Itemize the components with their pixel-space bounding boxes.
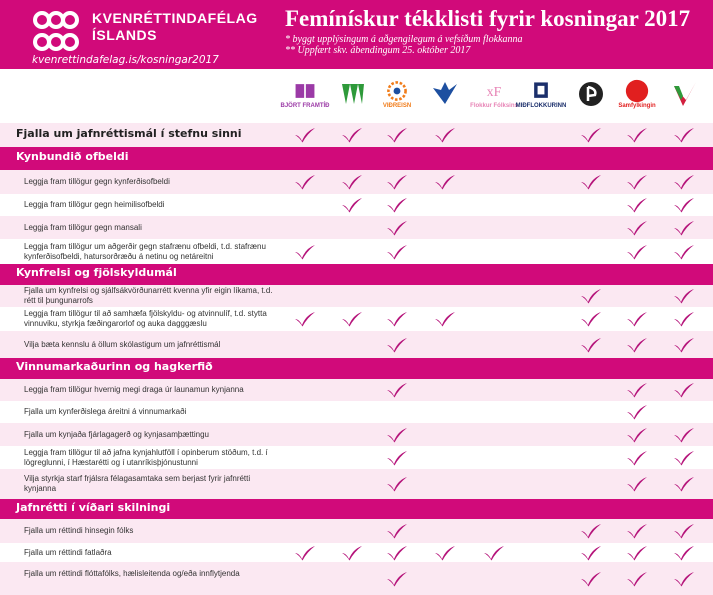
checkmark-icon xyxy=(294,545,316,561)
footnote-2: ** Uppfært skv. ábendingum 25. október 2017 xyxy=(285,45,471,56)
checklist-row xyxy=(0,379,713,401)
checklist-row xyxy=(0,446,713,469)
checkmark-icon xyxy=(580,571,602,587)
svg-text:xF: xF xyxy=(486,84,502,100)
checkmark-icon xyxy=(626,337,648,353)
criterion-label: Fjalla um réttindi flóttafólks, hælisleitenda og/eða innflytjenda xyxy=(24,569,240,578)
checkmark-icon xyxy=(626,197,648,213)
checkmark-icon xyxy=(386,127,408,143)
section-header xyxy=(0,147,713,170)
checkmark-icon xyxy=(580,337,602,353)
checkmark-icon xyxy=(341,127,363,143)
checkmark-icon xyxy=(626,382,648,398)
criterion-label: Leggja fram tillögur til að samhæfa fjölskyldu- og atvinnulíf, t.d. stytta vinnuviku, styrkja fæðingarorlof og auka dagggæslu xyxy=(24,309,267,328)
checkmark-icon xyxy=(626,174,648,190)
checklist-row xyxy=(0,307,713,331)
section-header xyxy=(0,264,713,285)
checkmark-icon xyxy=(341,545,363,561)
kvenrettindafelag-logo xyxy=(30,9,82,53)
topic-row xyxy=(0,123,713,147)
criterion-label: Fjalla um jafnréttismál í stefnu sinni xyxy=(16,127,242,140)
checkmark-icon xyxy=(673,337,695,353)
checkmark-icon xyxy=(386,337,408,353)
checklist-row xyxy=(0,469,713,499)
checkmark-icon xyxy=(673,382,695,398)
checkmark-icon xyxy=(626,311,648,327)
checkmark-icon xyxy=(386,523,408,539)
checklist-row xyxy=(0,331,713,358)
criterion-label: Leggja fram tillögur gegn kynferðisofbeldi xyxy=(24,177,170,186)
section-title: Vinnumarkaðurinn og hagkerfið xyxy=(16,360,213,373)
checkmark-icon xyxy=(626,571,648,587)
party-logo-text: VIÐREISN xyxy=(382,103,412,109)
checkmark-icon xyxy=(673,427,695,443)
org-name-line1: KVENRÉTTINDAFÉLAG xyxy=(92,10,258,26)
checkmark-icon xyxy=(626,450,648,466)
checklist-row xyxy=(0,216,713,239)
party-logo-text: BJÖRT FRAMTÍÐ xyxy=(280,103,330,109)
vidreisn-flower-icon xyxy=(379,74,415,114)
party-logo-text: MIÐFLOKKURINN xyxy=(515,103,567,109)
checklist-row xyxy=(0,519,713,543)
checklist-row xyxy=(0,543,713,562)
checkmark-icon xyxy=(386,382,408,398)
checkmark-icon xyxy=(386,174,408,190)
checkmark-icon xyxy=(673,288,695,304)
midflokkurinn-logo-icon xyxy=(515,74,567,114)
checkmark-icon xyxy=(673,545,695,561)
checkmark-icon xyxy=(580,523,602,539)
criterion-label: Fjalla um kynjaða fjárlagagerð og kynjasamþættingu xyxy=(24,430,209,439)
checkmark-icon xyxy=(626,404,648,420)
criterion-label: Leggja fram tillögur hvernig megi draga úr launamun kynjanna xyxy=(24,385,244,394)
samfylkingin-logo-icon xyxy=(619,74,655,114)
checkmark-icon xyxy=(434,174,456,190)
green-flag-logo-icon xyxy=(334,74,370,114)
checkmark-icon xyxy=(386,311,408,327)
org-name-line2: ÍSLANDS xyxy=(92,27,157,43)
brand-banner xyxy=(0,0,713,69)
page-title: Femínískur tékklisti fyrir kosningar 2017 xyxy=(285,6,691,31)
section-title: Jafnrétti í víðari skilningi xyxy=(16,501,171,514)
section-title: Kynbundið ofbeldi xyxy=(16,150,129,163)
checkmark-icon xyxy=(580,288,602,304)
criterion-label: Leggja fram tillögur gegn mansali xyxy=(24,223,142,232)
section-title: Kynfrelsi og fjölskyldumál xyxy=(16,266,177,279)
section-header xyxy=(0,499,713,519)
checkmark-icon xyxy=(483,545,505,561)
checkmark-icon xyxy=(626,244,648,260)
criterion-label: Leggja fram tillögur til að jafna kynjahlutföll í opinberum stöðum, t.d. í lögreglunni, í Hæstarétti og í utanríkisþjónustunni xyxy=(24,448,268,467)
checkmark-icon xyxy=(580,174,602,190)
checkmark-icon xyxy=(341,174,363,190)
checkmark-icon xyxy=(294,174,316,190)
checklist-row xyxy=(0,285,713,307)
checkmark-icon xyxy=(294,244,316,260)
criterion-label: Vilja styrkja starf frjálsra félagasamtaka sem berjast fyrir jafnrétti kynjanna xyxy=(24,474,251,493)
checklist-row xyxy=(0,423,713,446)
checklist-row xyxy=(0,194,713,216)
criterion-label: Leggja fram tillögur gegn heimilisofbeldi xyxy=(24,200,165,209)
checkmark-icon xyxy=(386,197,408,213)
checkmark-icon xyxy=(626,523,648,539)
criterion-label: Fjalla um kynfrelsi og sjálfsákvörðunarrétt kvenna yfir eigin líkama, t.d. rétt til þungunarrofs xyxy=(24,286,273,305)
checkmark-icon xyxy=(673,244,695,260)
organization-name xyxy=(92,10,258,44)
checkmark-icon xyxy=(294,311,316,327)
checkmark-icon xyxy=(626,545,648,561)
checkmark-icon xyxy=(386,220,408,236)
criterion-label: Fjalla um kynferðislega áreitni á vinnumarkaði xyxy=(24,407,187,416)
org-url[interactable]: kvenrettindafelag.is/kosningar2017 xyxy=(32,54,219,66)
checkmark-icon xyxy=(626,427,648,443)
checkmark-icon xyxy=(626,220,648,236)
checklist-row xyxy=(0,170,713,194)
checkmark-icon xyxy=(434,545,456,561)
checklist-row xyxy=(0,401,713,423)
footnote-1: * byggt upplýsingum á aðgengilegum á vefsíðum flokkanna xyxy=(285,34,523,45)
eagle-logo-icon xyxy=(427,74,463,114)
checkmark-icon xyxy=(673,476,695,492)
checkmark-icon xyxy=(673,197,695,213)
checkmark-icon xyxy=(673,571,695,587)
checkmark-icon xyxy=(386,476,408,492)
checkmark-icon xyxy=(386,571,408,587)
checklist-row xyxy=(0,239,713,264)
checkmark-icon xyxy=(673,220,695,236)
checkmark-icon xyxy=(434,311,456,327)
checkmark-icon xyxy=(580,311,602,327)
checkmark-icon xyxy=(341,311,363,327)
party-logo-text: Flokkur Fólksins xyxy=(470,103,518,109)
pirate-sail-logo-icon xyxy=(573,74,609,114)
checkmark-icon xyxy=(434,127,456,143)
checkmark-icon xyxy=(673,450,695,466)
party-logo-text: Samfylkingin xyxy=(618,103,656,109)
checkmark-icon xyxy=(386,244,408,260)
header xyxy=(0,0,713,123)
section-header xyxy=(0,358,713,379)
criterion-label: Fjalla um réttindi fatlaðra xyxy=(24,548,112,557)
checkmark-icon xyxy=(580,127,602,143)
criterion-label: Vilja bæta kennslu á öllum skólastigum um jafnréttismál xyxy=(24,340,221,349)
criterion-label: Leggja fram tillögur um aðgerðir gegn stafrænu ofbeldi, t.d. stafrænu kynferðisofbeldi, hatursorðræðu á netinu og netáreitni xyxy=(24,242,266,261)
checkmark-icon xyxy=(673,174,695,190)
flokkur-folksins-logo-icon xyxy=(470,74,518,114)
checkmark-icon xyxy=(386,427,408,443)
checkmark-icon xyxy=(673,311,695,327)
red-green-v-logo-icon xyxy=(666,74,702,114)
checkmark-icon xyxy=(626,476,648,492)
checkmark-icon xyxy=(341,197,363,213)
criterion-label: Fjalla um réttindi hinsegin fólks xyxy=(24,526,134,535)
checkmark-icon xyxy=(626,127,648,143)
checkmark-icon xyxy=(294,127,316,143)
bf-logo-icon xyxy=(280,74,330,114)
checkmark-icon xyxy=(386,450,408,466)
checkmark-icon xyxy=(386,545,408,561)
checkmark-icon xyxy=(673,127,695,143)
checkmark-icon xyxy=(580,545,602,561)
checkmark-icon xyxy=(673,523,695,539)
checklist-row xyxy=(0,562,713,595)
